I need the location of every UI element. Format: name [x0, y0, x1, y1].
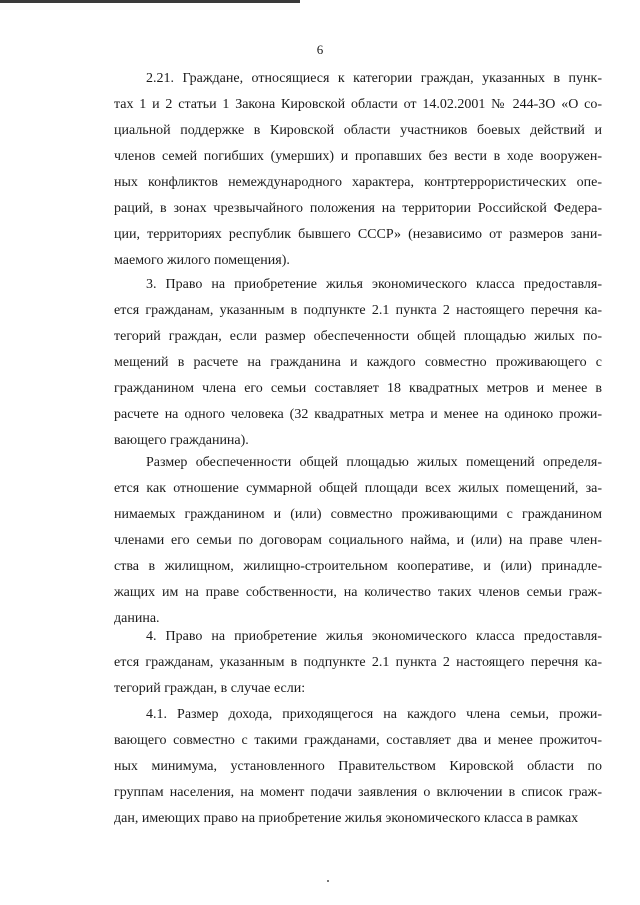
text-line: ных конфликтов немеждународного характера, контртеррористических опе- [114, 175, 602, 190]
text-line: вающего совместно с такими гражданами, составляет два и менее прожиточ- [114, 733, 602, 748]
text-line: ется гражданам, указанным в подпункте 2.1 пункта 2 настоящего перечня ка- [114, 303, 602, 318]
text-line: членами его семьи по договорам социального найма, и (или) на праве член- [114, 533, 602, 548]
paragraph-2-21 [114, 66, 602, 274]
text-line: тах 1 и 2 статьи 1 Закона Кировской области от 14.02.2001 № 244-ЗО «О со- [114, 97, 602, 112]
scan-top-rule [0, 0, 300, 3]
text-line: расчете на одного человека (32 квадратных метра и менее на одиноко прожи- [114, 407, 602, 422]
scan-speck [327, 880, 329, 882]
text-line: членов семей погибших (умерших) и пропавших без вести в ходе вооружен- [114, 149, 602, 164]
text-line: жащих им на праве собственности, на количество таких членов семьи граж- [114, 585, 602, 600]
text-line: ется гражданам, указанным в подпункте 2.1 пункта 2 настоящего перечня ка- [114, 655, 602, 670]
text-line: маемого жилого помещения). [114, 253, 290, 268]
text-line: данина. [114, 611, 160, 626]
text-line: дан, имеющих право на приобретение жилья экономического класса в рамках [114, 811, 579, 826]
text-line: группам населения, на момент подачи заявления о включении в список граж- [114, 785, 602, 800]
text-line: вающего гражданина). [114, 433, 249, 448]
text-line: ции, территориях республик бывшего СССР» (независимо от размеров зани- [114, 227, 602, 242]
paragraph-4 [114, 624, 602, 702]
paragraph-size-definition [114, 450, 602, 632]
text-line: тегорий граждан, в случае если: [114, 681, 306, 696]
text-line: 4.1. Размер дохода, приходящегося на каждого члена семьи, прожи- [146, 707, 602, 722]
text-line: Размер обеспеченности общей площадью жилых помещений определя- [146, 455, 602, 470]
text-line: мещений в расчете на гражданина и каждого совместно проживающего с [114, 355, 602, 370]
paragraph-3 [114, 272, 602, 454]
text-line: 4. Право на приобретение жилья экономического класса предоставля- [146, 629, 602, 644]
page-number: 6 [316, 42, 324, 57]
text-line: раций, в зонах чрезвычайного положения на территории Российской Федера- [114, 201, 602, 216]
text-line: нимаемых гражданином и (или) совместно проживающими с гражданином [114, 507, 602, 522]
text-line: 2.21. Граждане, относящиеся к категории граждан, указанных в пунк- [146, 71, 602, 86]
text-line: 3. Право на приобретение жилья экономического класса предоставля- [146, 277, 602, 292]
text-line: ных минимума, установленного Правительством Кировской области по [114, 759, 602, 774]
text-line: ства в жилищном, жилищно-строительном кооперативе, и (или) принадле- [114, 559, 602, 574]
paragraph-4-1 [114, 702, 602, 832]
text-line: ется как отношение суммарной общей площади всех жилых помещений, за- [114, 481, 602, 496]
text-line: тегорий граждан, если размер обеспеченности общей площадью жилых по- [114, 329, 602, 344]
text-line: гражданином члена его семьи составляет 18 квадратных метров и менее в [114, 381, 602, 396]
text-line: циальной поддержке в Кировской области участников боевых действий и [114, 123, 602, 138]
